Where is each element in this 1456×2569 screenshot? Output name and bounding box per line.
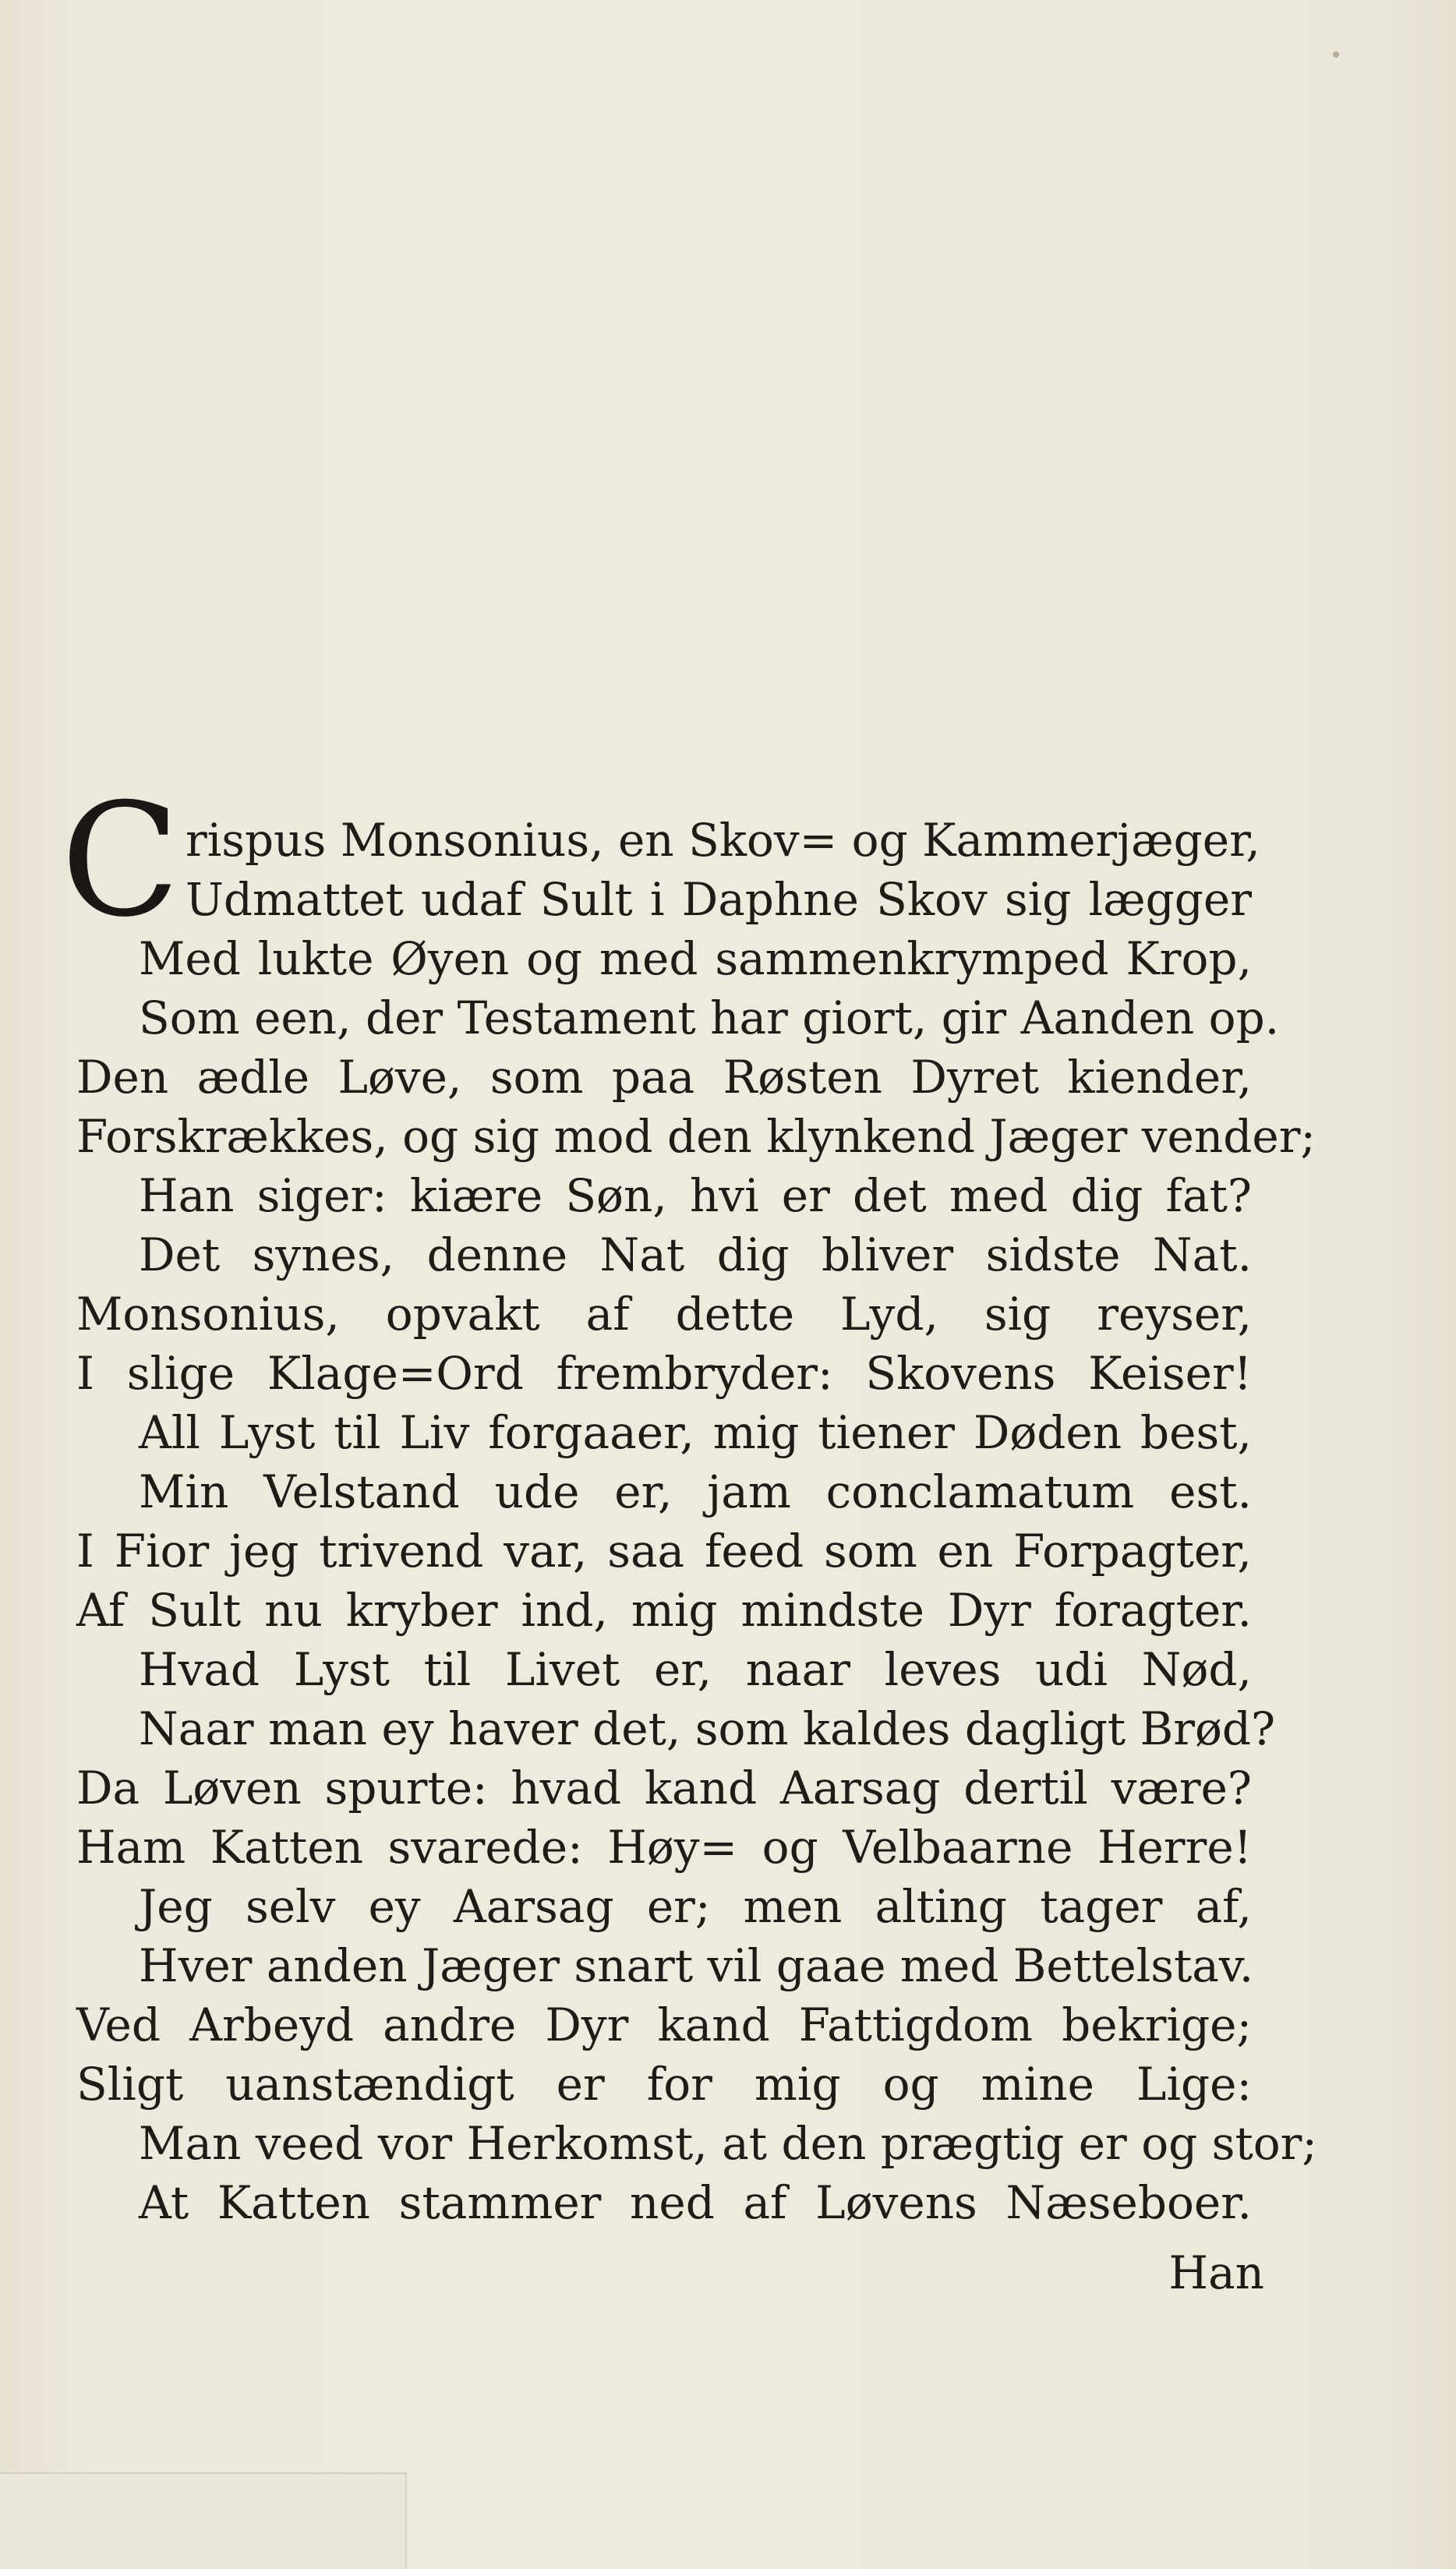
poem-line: Min Velstand ude er, jam conclamatum est. (139, 1465, 1252, 1518)
poem-line: Som een, der Testament har giort, gir Aanden op. (139, 991, 1280, 1044)
poem-line: Da Løven spurte: hvad kand Aarsag dertil være? (76, 1762, 1252, 1815)
poem-line: Af Sult nu kryber ind, mig mindste Dyr foragter. (76, 1584, 1252, 1637)
poem-line: Naar man ey haver det, som kaldes dagligt Brød? (139, 1702, 1276, 1755)
poem-line: Monsonius, opvakt af dette Lyd, sig reyser, (76, 1288, 1252, 1341)
catchword: Han (1168, 2246, 1264, 2299)
poem-line: Ham Katten svarede: Høy= og Velbaarne Herre! (76, 1821, 1252, 1874)
poem-line: Hvad Lyst til Livet er, naar leves udi Nød, (139, 1643, 1252, 1696)
poem-line: Udmattet udaf Sult i Daphne Skov sig lægger (186, 873, 1252, 926)
paper-spot (1333, 51, 1339, 58)
poem-line: At Katten stammer ned af Løvens Næseboer. (139, 2176, 1252, 2229)
poem-line: I slige Klage=Ord frembryder: Skovens Keiser! (76, 1347, 1252, 1400)
poem-line: Sligt uanstændigt er for mig og mine Lige: (76, 2058, 1252, 2111)
poem-line: rispus Monsonius, en Skov= og Kammerjæger, (186, 814, 1260, 867)
poem-line: I Fior jeg trivend var, saa feed som en Forpagter, (76, 1525, 1252, 1578)
poem-line: Hver anden Jæger snart vil gaae med Bettelstav. (139, 1939, 1254, 1992)
poem-line: Han siger: kiære Søn, hvi er det med dig fat? (139, 1169, 1252, 1222)
poem-line: Med lukte Øyen og med sammenkrymped Krop, (139, 932, 1252, 985)
poem-line: Det synes, denne Nat dig bliver sidste Nat. (139, 1228, 1252, 1281)
drop-capital: C (61, 770, 181, 952)
poem-line: Man veed vor Herkomst, at den prægtig er og stor; (139, 2117, 1317, 2170)
poem-line: Den ædle Løve, som paa Røsten Dyret kiender, (76, 1051, 1252, 1104)
poem-line: All Lyst til Liv forgaaer, mig tiener Døden best, (139, 1406, 1252, 1459)
page-underlay-edge (0, 2472, 407, 2569)
poem-line: Ved Arbeyd andre Dyr kand Fattigdom bekrige; (76, 1998, 1252, 2051)
poem-line: Jeg selv ey Aarsag er; men alting tager af, (139, 1880, 1252, 1933)
poem-line: Forskrækkes, og sig mod den klynkend Jæger vender; (76, 1110, 1316, 1163)
